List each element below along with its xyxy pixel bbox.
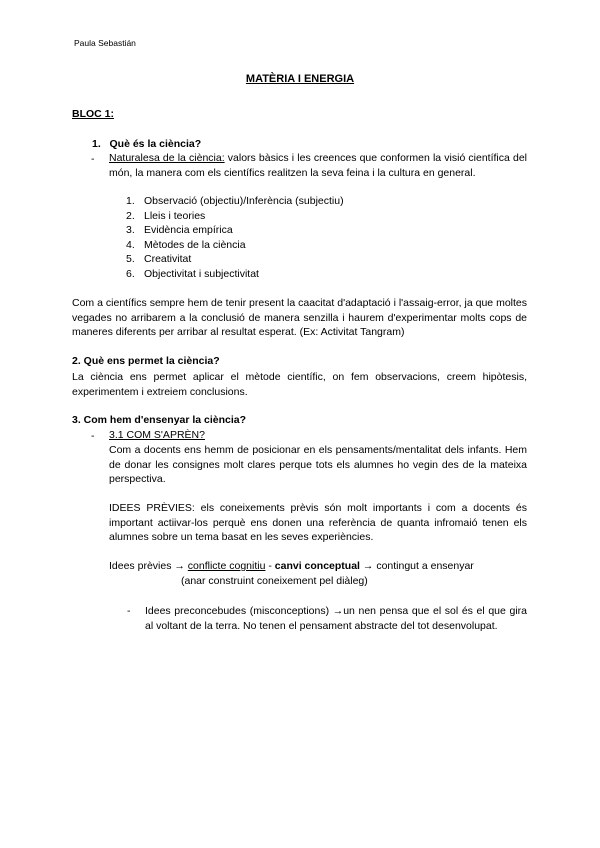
section-2-paragraph: La ciència ens permet aplicar el mètode científic, on fem observacions, creem hipòtesis, experimentem i extreiem conclusions.	[72, 371, 527, 398]
conceptual-change: canvi conceptual	[274, 560, 360, 572]
definition-term: Naturalesa de la ciència:	[109, 152, 225, 164]
list-item: 6. Objectivitat i subjectivitat	[126, 267, 259, 280]
section-1-paragraph: Com a científics sempre hem de tenir present la caacitat d'adaptació i l'assaig-error, ja que moltes vegades no arribarem a la conclusió de manera senzilla i haurem d'experimentar molts cops de maneres diferents per arribar al resultat esperat. (Ex: Activitat Tangram)	[72, 297, 527, 338]
bloc-heading: BLOC 1:	[72, 108, 114, 120]
list-item: 2. Lleis i teories	[126, 209, 206, 222]
section-1-heading: 1. Què és la ciència?	[92, 138, 202, 150]
dash-bullet: -	[91, 153, 95, 165]
prior-ideas-paragraph: IDEES PRÈVIES: els coneixements prèvis són molt importants i com a docents és important actiivar-los perquè ens donen una referència de quanta infromaió tenen els alumnes sobre un tema basat en les seves experiències.	[109, 502, 527, 543]
author-name: Paula Sebastián	[74, 38, 136, 48]
section-2-heading: 2. Què ens permet la ciència?	[72, 355, 220, 367]
list-item: 1. Observació (objectiu)/Inferència (subjectiu)	[126, 195, 344, 207]
document-title: MATÈRIA I ENERGIA	[245, 73, 355, 85]
science-aspects-list	[126, 194, 344, 282]
list-item: 3. Evidència empírica	[126, 224, 233, 237]
flow-note: (anar construint coneixement pel diàleg)	[181, 575, 368, 587]
section-3-paragraph-1: Com a docents ens hemm de posicionar en els pensaments/mentalitat dels infants. Hem de donar les consignes molt clares perque tots els alumnes ho vegin des de la mateixa perspectiva.	[109, 444, 527, 485]
list-item: 4. Mètodes de la ciència	[126, 238, 246, 251]
nature-of-science-definition	[109, 151, 527, 180]
subsection-3-1-heading: 3.1 COM S'APRÈN?	[109, 429, 205, 441]
section-3-heading: 3. Com hem d'ensenyar la ciència?	[72, 414, 247, 426]
conceptual-change-flow: Idees prèvies → conflicte cognitiu - canvi conceptual → contingut a ensenyar	[109, 560, 474, 572]
misconceptions-paragraph: Idees preconcebudes (misconceptions) →un nen pensa que el sol és el que gira al voltant de la terra. No tenen el pensament abstracte del tot desenvolupat.	[145, 605, 527, 632]
cognitive-conflict: conflicte cognitiu	[187, 560, 266, 572]
definition-text: valors bàsics i les creences que conformen la visió científica del món, la manera com els científics realitzen la seva feina i la cultura en general.	[109, 152, 527, 179]
dash-bullet: -	[127, 605, 131, 617]
dash-bullet: -	[91, 430, 95, 442]
list-item: 5. Creativitat	[126, 253, 192, 266]
